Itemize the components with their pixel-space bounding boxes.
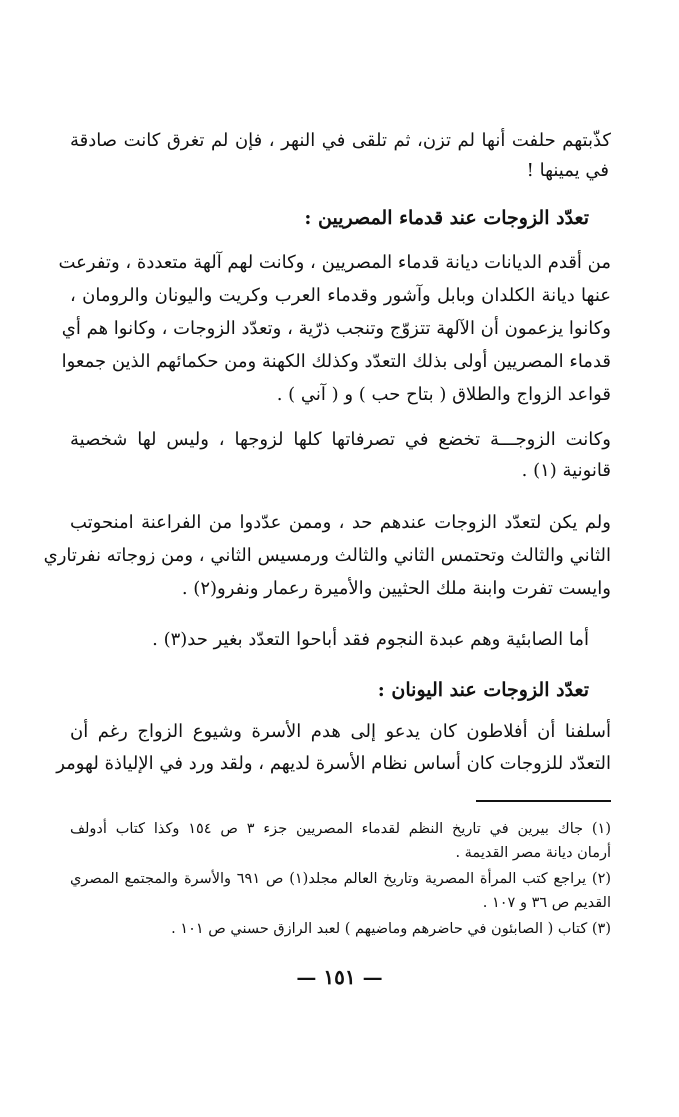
para1-line-1: كذّبتهم حلفت أنها لم تزن، ثم تلقى في النهر ، فإن لم تغرق كانت صادقة [70, 130, 611, 151]
para2-line-1: من أقدم الديانات ديانة قدماء المصريين ، وكانت لهم آلهة متعددة ، وتفرعت [58, 252, 611, 273]
para2-line-5: قواعد الزواج والطلاق ( بتاح حب ) و ( آني ) . [276, 384, 611, 405]
para6-line-1: أسلفنا أن أفلاطون كان يدعو إلى هدم الأسرة وشيوع الزواج رغم أن [70, 721, 611, 742]
para4-line-3: وايست تفرت وابنة ملك الحثيين والأميرة رعمار ونفرو(٢) . [181, 578, 611, 599]
para4-line-1: ولم يكن لتعدّد الزوجات عندهم حد ، وممن عدّدوا من الفراعنة امنحوتب [70, 512, 611, 533]
para3-line-2: قانونية (١) . [521, 460, 611, 481]
footnote-divider [476, 800, 611, 802]
section-heading-egypt: تعدّد الزوجات عند قدماء المصريين : [304, 207, 589, 229]
footnote-3-line-1: (٣) كتاب ( الصابئون في حاضرهم وماضيهم ) لعبد الرازق حسني ص ١٠١ . [171, 921, 611, 937]
footnote-2-line-1: (٢) يراجع كتب المرأة المصرية وتاريخ العالم مجلد(١) ص ٦٩١ والأسرة والمجتمع المصري [70, 871, 612, 887]
para2-line-3: وكانوا يزعمون أن الآلهة تتزوّج وتنجب ذرّية ، وتعدّد الزوجات ، وكانوا هم أي [61, 318, 611, 339]
para1-line-2: في يمينها ! [526, 160, 609, 181]
para2-line-2: عنها ديانة الكلدان وبابل وآشور وقدماء العرب وكريت واليونان والرومان ، [70, 285, 611, 306]
para5-line-1: أما الصابئية وهم عبدة النجوم فقد أباحوا التعدّد بغير حد(٣) . [152, 629, 589, 650]
footnote-1-line-2: أرمان ديانة مصر القديمة . [455, 845, 611, 861]
footnote-2-line-2: القديم ص ٣٦ و ١٠٧ . [482, 895, 611, 911]
para3-line-1: وكانت الزوجـــة تخضع في تصرفاتها كلها لزوجها ، وليس لها شخصية [70, 429, 611, 450]
page-number: — ١٥١ — [296, 965, 383, 989]
section-heading-greece: تعدّد الزوجات عند اليونان : [377, 679, 589, 701]
para2-line-4: قدماء المصريين أولى بذلك التعدّد وكذلك الكهنة ومن حكمائهم الذين جمعوا [61, 351, 611, 372]
para4-line-2: الثاني والثالث وتحتمس الثاني والثالث ورمسيس الثاني ، ومن زوجاته نفرتاري [43, 545, 611, 566]
para6-line-2: التعدّد للزوجات كان أساس نظام الأسرة لديهم ، ولقد ورد في الإلياذة لهومر [56, 753, 611, 774]
footnote-1-line-1: (١) جاك بيرين في تاريخ النظم لقدماء المصريين جزء ٣ ص ١٥٤ وكذا كتاب أدولف [70, 821, 612, 837]
